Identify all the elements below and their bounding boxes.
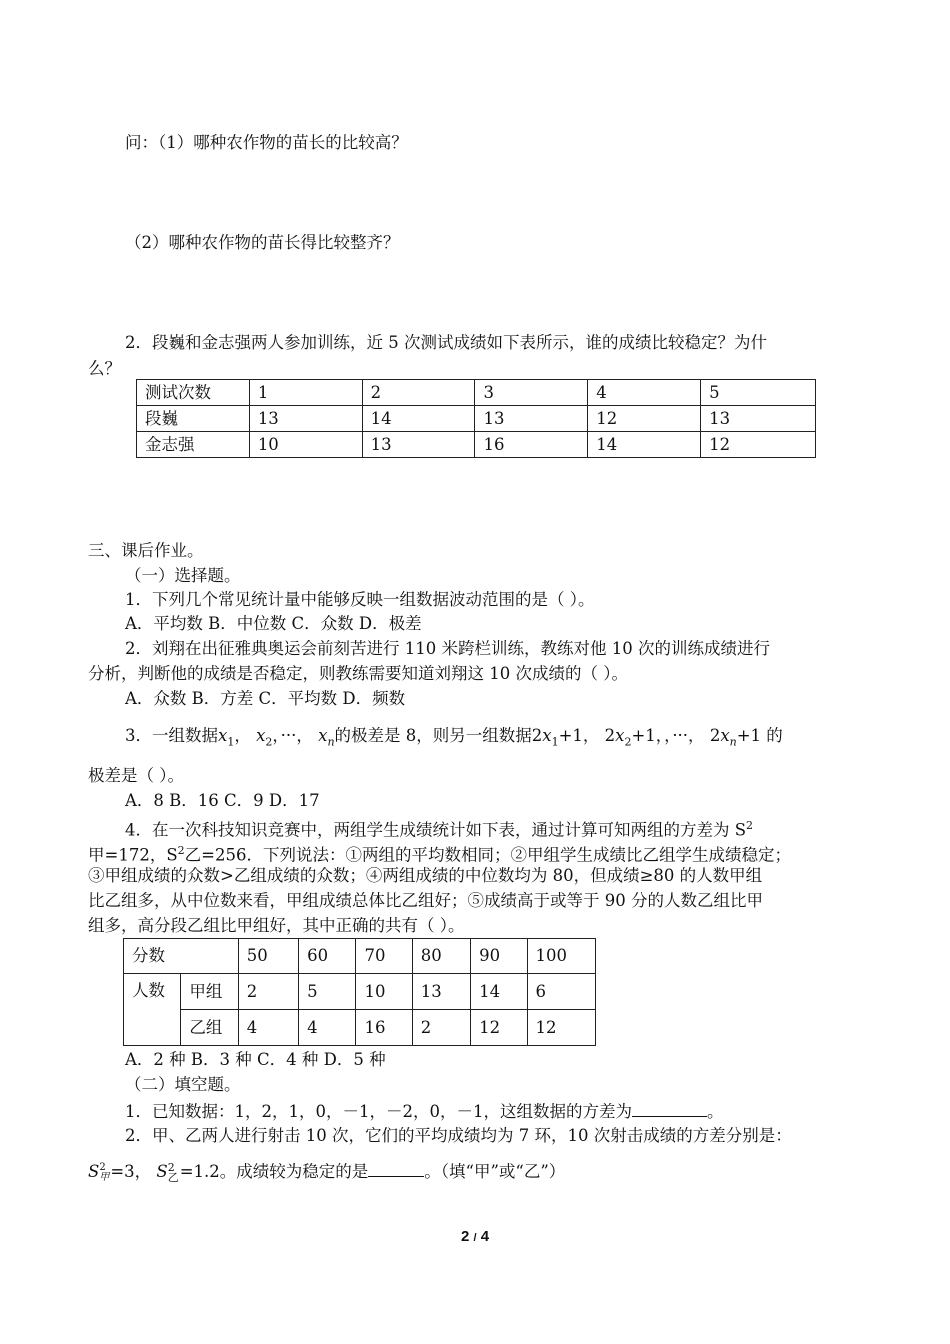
math-script <box>99 1163 109 1183</box>
homework-heading: 三、课后作业。 <box>88 541 204 560</box>
subscript: 乙 <box>167 1170 179 1184</box>
choice-3-options: A．8 B．16 C．9 D．17 <box>125 791 320 810</box>
choice-4-line2b-text: 乙=256．下列说法：①两组的平均数相同；②甲组学生成绩比乙组学生成绩稳定； <box>184 845 791 865</box>
subscript: 甲 <box>99 1171 110 1183</box>
exercise2-line1: 2．段巍和金志强两人参加训练，近 5 次测试成绩如下表所示，谁的成绩比较稳定？为什 <box>125 333 767 352</box>
current-page: 2 <box>460 1228 470 1245</box>
choice-4-line2 <box>88 841 791 866</box>
ellipsis: ，···， <box>272 726 313 745</box>
ellipsis: ，···， <box>664 726 705 745</box>
choice-2-line2: 分析，判断他的成绩是否稳定，则教练需要知道刘翔这 10 次成绩的（ ）。 <box>88 664 628 683</box>
math-x: x <box>256 726 266 745</box>
superscript: 2 <box>99 1161 106 1173</box>
page-separator: / <box>473 1232 477 1244</box>
table-cell: 10 <box>356 974 412 1010</box>
fill-2-line1: 2．甲、乙两人进行射击 10 次，它们的平均成绩均为 7 环，10 次射击成绩的方差分别是： <box>125 1126 792 1145</box>
table-header-cell: 甲组 <box>181 974 238 1010</box>
choice-4-options: A．2 种 B．3 种 C．4 种 D．5 种 <box>125 1050 386 1069</box>
value-a: =3， <box>110 1162 152 1181</box>
score-distribution-table <box>123 938 596 1046</box>
table-cell: 4 <box>238 1010 298 1046</box>
table-cell: 13 <box>249 406 362 432</box>
math-x: x <box>615 726 625 745</box>
plus-one: +1， <box>631 726 665 745</box>
choice-3-middle: 的极差是 8，则另一组数据 <box>334 726 532 745</box>
choice-4-line5: 组多，高分段乙组比甲组好，其中正确的共有（ ）。 <box>88 916 465 935</box>
answer-blank[interactable] <box>632 1100 707 1117</box>
table-cell: 1 <box>249 380 362 406</box>
choice-heading: （一）选择题。 <box>125 566 241 585</box>
table-cell: 13 <box>362 432 475 458</box>
table-cell: 13 <box>412 974 470 1010</box>
table-cell: 90 <box>471 939 527 974</box>
table-cell: 13 <box>701 406 816 432</box>
math-sub: 2 <box>265 735 273 749</box>
table-cell: 50 <box>238 939 298 974</box>
math-script <box>167 1160 179 1184</box>
table-row <box>137 380 816 406</box>
math-sub: 1 <box>227 735 235 749</box>
table-cell: 4 <box>299 1010 356 1046</box>
exercise2-line2: 么？ <box>88 359 121 378</box>
table-header-cell: 乙组 <box>181 1010 238 1046</box>
math-coef: 2 <box>709 726 721 745</box>
table-cell: 100 <box>527 939 596 974</box>
math-x: x <box>542 726 552 745</box>
table-cell: 80 <box>412 939 470 974</box>
math-sub: 2 <box>624 735 632 749</box>
table-cell: 12 <box>701 432 816 458</box>
choice-4-line1 <box>125 816 753 841</box>
table-cell: 13 <box>475 406 588 432</box>
table-cell: 14 <box>471 974 527 1010</box>
fill-1 <box>125 1100 723 1122</box>
choice-1-options: A．平均数 B．中位数 C．众数 D．极差 <box>125 614 422 633</box>
math-coef: 2 <box>604 726 616 745</box>
table-cell: 12 <box>527 1010 596 1046</box>
math-s: S <box>156 1162 168 1181</box>
math-sub: n <box>729 735 737 749</box>
table-cell: 2 <box>362 380 475 406</box>
table-cell: 2 <box>238 974 298 1010</box>
fill-1-text: 1．已知数据：1，2，1，0，－1，－2，0，－1，这组数据的方差为 <box>125 1102 632 1121</box>
fill-1-end: 。 <box>706 1102 724 1121</box>
math-sub: 1 <box>551 735 559 749</box>
choice-4-line3: ③甲组成绩的众数>乙组成绩的众数；④两组成绩的中位数均为 80，但成绩≥80 的人数甲组 <box>88 866 763 885</box>
math-x: x <box>318 726 328 745</box>
superscript: 2 <box>177 844 185 857</box>
choice-1-stem: 1．下列几个常见统计量中能够反映一组数据波动范围的是（ ）。 <box>125 590 595 609</box>
table-row <box>137 406 816 432</box>
math-sub: n <box>327 735 335 749</box>
table-cell: 10 <box>249 432 362 458</box>
answer-blank[interactable] <box>368 1160 424 1177</box>
value-b: =1.2。成绩较为稳定的是 <box>179 1162 369 1181</box>
table-row <box>124 939 596 974</box>
table-cell: 测试次数 <box>137 380 250 406</box>
table-cell: 12 <box>471 1010 527 1046</box>
math-s: S <box>88 1162 100 1181</box>
test-scores-table <box>136 379 816 458</box>
table-cell: 5 <box>701 380 816 406</box>
table-row <box>124 974 596 1010</box>
choice-4-line2-text: 甲=172，S <box>88 845 178 865</box>
table-row <box>137 432 816 458</box>
table-cell: 16 <box>356 1010 412 1046</box>
math-coef: 2 <box>531 726 543 745</box>
table-cell: 6 <box>527 974 596 1010</box>
fill-heading: （二）填空题。 <box>125 1075 241 1094</box>
table-cell: 2 <box>412 1010 470 1046</box>
table-cell: 14 <box>588 432 701 458</box>
table-cell: 3 <box>475 380 588 406</box>
choice-3-line1 <box>125 716 783 762</box>
table-header-cell: 人数 <box>124 974 181 1046</box>
table-cell: 12 <box>588 406 701 432</box>
choice-2-line1: 2．刘翔在出征雅典奥运会前刻苦进行 110 米跨栏训练，教练对他 10 次的训练成绩进行 <box>125 639 770 658</box>
page-number <box>0 1228 950 1245</box>
table-cell: 14 <box>362 406 475 432</box>
fill-2-line2 <box>88 1160 565 1183</box>
table-cell: 段巍 <box>137 406 250 432</box>
table-cell: 16 <box>475 432 588 458</box>
total-pages: 4 <box>480 1228 490 1245</box>
choice-3-prefix: 3．一组数据 <box>125 726 218 745</box>
choice-4-line4: 比乙组多，从中位数来看，甲组成绩总体比乙组好；⑤成绩高于或等于 90 分的人数乙组比甲 <box>88 891 763 910</box>
math-x: x <box>218 726 228 745</box>
comma: ， <box>234 726 251 745</box>
table-header-cell: 分数 <box>124 939 239 974</box>
table-cell: 4 <box>588 380 701 406</box>
table-cell: 金志强 <box>137 432 250 458</box>
math-x: x <box>720 726 730 745</box>
table-cell: 5 <box>299 974 356 1010</box>
table-cell: 60 <box>299 939 356 974</box>
superscript: 2 <box>746 819 754 832</box>
table-row <box>124 1010 596 1046</box>
superscript: 2 <box>167 1160 175 1174</box>
question-1: 问：（1）哪种农作物的苗长的比较高？ <box>125 133 408 152</box>
fill-2-tail: 。（填“甲”或“乙”） <box>424 1162 566 1181</box>
plus-one: +1， <box>558 726 600 745</box>
table-cell: 70 <box>356 939 412 974</box>
choice-3-line2: 极差是（ ）。 <box>88 766 184 785</box>
choice-2-options: A．众数 B．方差 C．平均数 D．频数 <box>125 689 406 708</box>
choice-3-suffix: +1 的 <box>736 726 783 745</box>
choice-4-line1-text: 4．在一次科技知识竞赛中，两组学生成绩统计如下表，通过计算可知两组的方差为 S <box>125 820 747 840</box>
question-2: （2）哪种农作物的苗长得比较整齐？ <box>125 233 400 252</box>
